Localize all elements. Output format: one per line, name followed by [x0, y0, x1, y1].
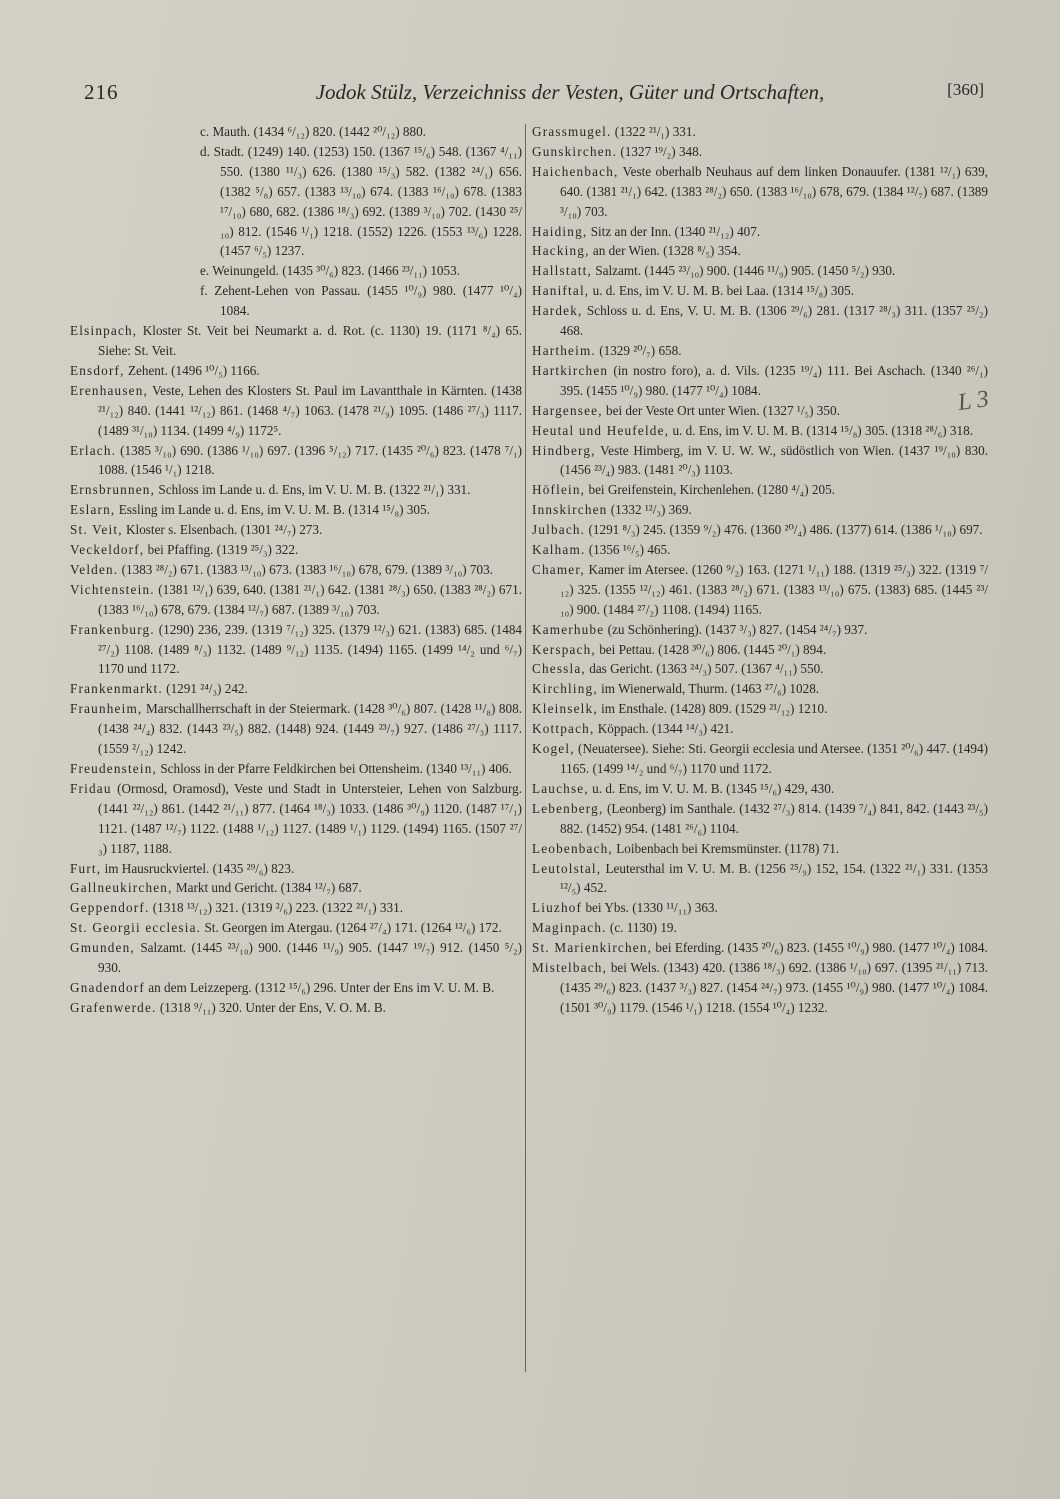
- page-header: [70, 78, 990, 114]
- entry-headword: Hardek,: [532, 303, 583, 319]
- entry-text: e. Weinungeld. (1435 ³⁰/₆) 823. (1466 ²³/₁₁) 1053.: [200, 263, 461, 279]
- entry-text: bei Eferding. (1435 ²⁰/₆) 823. (1455 ¹⁰/₉) 980. (1477 ¹⁰/₄) 1084.: [655, 940, 988, 956]
- entry-headword: St. Marienkirchen,: [532, 940, 653, 956]
- index-entry: [70, 500, 522, 520]
- index-entry: [532, 839, 988, 859]
- index-entry: [70, 759, 522, 779]
- entry-headword: Ernsbrunnen,: [70, 482, 156, 498]
- entry-headword: Julbach.: [532, 522, 586, 538]
- entry-text: (1381 ¹²/₁) 639, 640. (1381 ²¹/₁) 642. (1381 ²⁸/₃) 650. (1383 ²⁸/₂) 671. (1383 ¹⁶/₁₀) 678, 679. (1384 ¹²/₇) 687. (1389 ³/₁₀) 703.: [98, 581, 522, 617]
- entry-text: Veste oberhalb Neuhaus auf dem linken Donauufer. (1381 ¹²/₁) 639, 640. (1381 ²¹/₁) 642. (1383 ²⁸/₂) 650. (1383 ¹⁶/₁₀) 678, 679. (1384 ¹²/₇) 687. (1389 ³/₁₀) 703.: [560, 163, 988, 219]
- entry-text: im Ensthale. (1428) 809. (1529 ²¹/₁₂) 1210.: [601, 701, 828, 717]
- entry-text: Leutersthal im V. U. M. B. (1256 ²⁵/₉) 152, 154. (1322 ²¹/₁) 331. (1353 ¹²/₅) 452.: [560, 860, 989, 896]
- entry-text: (1291 ⁸/₃) 245. (1359 ⁹/₂) 476. (1360 ²⁰/₄) 486. (1377) 614. (1386 ¹/₁₀) 697.: [588, 522, 983, 538]
- index-entry: [532, 341, 988, 361]
- entry-headword: Fraunheim,: [70, 701, 143, 717]
- sheet-number: [360]: [947, 80, 984, 99]
- index-entry: [532, 560, 988, 620]
- entry-headword: Veckeldorf,: [70, 542, 145, 558]
- left-column: [70, 122, 522, 1018]
- index-entry: [532, 281, 988, 301]
- index-entry: [532, 222, 988, 242]
- entry-headword: Ensdorf,: [70, 362, 125, 378]
- entry-text: Kloster s. Elsenbach. (1301 ²⁴/₇) 273.: [126, 522, 323, 538]
- entry-headword: Hartkirchen: [532, 362, 609, 378]
- index-subentry: [70, 122, 522, 142]
- entry-text: (Neuatersee). Siehe: Sti. Georgii ecclesia und Atersee. (1351 ²⁰/₆) 447. (1494) 1165. (1499 ¹⁴/₂ und ⁶/₇) 1170 und 1172.: [560, 741, 988, 776]
- index-entry: [70, 699, 522, 759]
- entry-text: Veste, Lehen des Klosters St. Paul im Lavantthale in Kärnten. (1438 ²¹/₁₂) 840. (1441 ¹²/₁₂) 861. (1468 ⁴/₇) 1063. (1478 ²¹/₉) 1095. (1486 ²⁷/₃) 1117. (1489 ³¹/₁₀) 1134. (1499 ⁴/₉) 1172⁵.: [98, 382, 523, 438]
- entry-text: (zu Schönhering). (1437 ³/₃) 827. (1454 ²⁴/₇) 937.: [607, 621, 868, 637]
- entry-headword: Chessla,: [532, 661, 586, 677]
- entry-text: (1318 ¹³/₁₂) 321. (1319 ²/₆) 223. (1322 ²¹/₁) 331.: [152, 900, 404, 916]
- entry-text: Kamer im Atersee. (1260 ⁹/₂) 163. (1271 ¹/₁₁) 188. (1319 ²⁵/₃) 322. (1319 ⁷/₁₂) 325. (1355 ¹²/₁₂) 461. (1383 ²⁸/₂) 671. (1383 ¹³/₁₀) 675. (1383) 685. (1445 ²³/₁₀) 900. (1484 ²⁷/₂) 1108. (1494) 1165.: [560, 561, 988, 617]
- entry-headword: Hallstatt,: [532, 263, 592, 279]
- page-number: 216: [84, 80, 119, 104]
- entry-text: Salzamt. (1445 ²³/₁₀) 900. (1446 ¹¹/₉) 905. (1450 ⁵/₂) 930.: [595, 263, 896, 279]
- entry-text: (1291 ²⁴/₃) 242.: [166, 681, 248, 697]
- index-entry: [532, 918, 988, 938]
- index-entry: [70, 321, 522, 361]
- index-entry: [70, 540, 522, 560]
- index-entry: [532, 520, 988, 540]
- entry-headword: Mistelbach,: [532, 960, 608, 976]
- entry-headword: Kirchling,: [532, 681, 598, 697]
- entry-headword: Grafenwerde.: [70, 999, 157, 1015]
- entry-headword: Erlach.: [70, 442, 117, 458]
- entry-text: das Gericht. (1363 ²⁴/₃) 507. (1367 ⁴/₁₁) 550.: [589, 661, 824, 677]
- index-entry: [532, 679, 988, 699]
- index-entry: [70, 679, 522, 699]
- index-entry: [70, 441, 522, 481]
- entry-headword: Haichenbach,: [532, 163, 619, 179]
- entry-text: bei der Veste Ort unter Wien. (1327 ¹/₅) 350.: [606, 402, 840, 418]
- entry-headword: Kogel,: [532, 741, 575, 757]
- entry-headword: Maginpach.: [532, 920, 607, 936]
- entry-text: u. d. Ens, im V. U. M. B. (1345 ¹⁵/₆) 429, 430.: [592, 780, 835, 796]
- index-entry: [532, 301, 988, 341]
- index-entry: [532, 779, 988, 799]
- index-subentry: [70, 142, 522, 261]
- entry-headword: Liuzhof: [532, 900, 583, 916]
- entry-text: f. Zehent-Lehen von Passau. (1455 ¹⁰/₉) 980. (1477 ¹⁰/₄) 1084.: [200, 283, 522, 319]
- entry-headword: Freudenstein,: [70, 761, 158, 776]
- index-entry: [532, 540, 988, 560]
- entry-text: (1356 ¹⁶/₅) 465.: [588, 542, 671, 558]
- entry-headword: Furt,: [70, 860, 102, 876]
- entry-text: Loibenbach bei Kremsmünster. (1178) 71.: [616, 840, 840, 856]
- entry-text: Köppach. (1344 ¹⁴/₃) 421.: [597, 721, 734, 737]
- entry-text: St. Georgen im Atergau. (1264 ²⁷/₄) 171. (1264 ¹²/₆) 172.: [204, 920, 502, 936]
- index-entry: [70, 560, 522, 580]
- index-entry: [70, 520, 522, 540]
- entry-text: (1327 ¹⁹/₂) 348.: [620, 143, 703, 159]
- entry-headword: Velden.: [70, 561, 119, 577]
- entry-headword: Eslarn,: [70, 502, 116, 518]
- index-entry: [70, 381, 522, 441]
- entry-text: (1318 ⁹/₁₁) 320. Unter der Ens, V. O. M. B.: [159, 999, 386, 1015]
- index-entry: [532, 480, 988, 500]
- index-entry: [532, 122, 988, 142]
- entry-headword: Innskirchen: [532, 502, 608, 518]
- entry-headword: Vichtenstein.: [70, 581, 155, 597]
- entry-text: Essling im Lande u. d. Ens, im V. U. M. B. (1314 ¹⁵/₈) 305.: [118, 502, 430, 518]
- entry-headword: Erenhausen,: [70, 382, 149, 398]
- index-entry: [532, 261, 988, 281]
- index-entry: [532, 859, 988, 899]
- entry-headword: Kottpach,: [532, 721, 595, 737]
- entry-text: Kloster St. Veit bei Neumarkt a. d. Rot. (c. 1130) 19. (1171 ⁸/₄) 65. Siehe: St. Veit.: [98, 323, 523, 358]
- entry-text: Schloss in der Pfarre Feldkirchen bei Ottensheim. (1340 ¹³/₁₁) 406.: [160, 761, 512, 776]
- entry-headword: Haniftal,: [532, 283, 590, 299]
- index-entry: [70, 620, 522, 680]
- entry-text: (in nostro foro), a. d. Vils. (1235 ¹⁹/₄) 111. Bei Aschach. (1340 ²⁶/₁) 395. (1455 ¹⁰/₉) 980. (1477 ¹⁰/₄) 1084.: [560, 362, 988, 398]
- entry-headword: Elsinpach,: [70, 323, 138, 339]
- index-entry: [532, 162, 988, 222]
- entry-text: bei Pettau. (1428 ³⁰/₆) 806. (1445 ²⁰/₁) 894.: [599, 641, 827, 657]
- entry-headword: Kleinselk,: [532, 701, 598, 717]
- entry-text: im Hausruckviertel. (1435 ²⁹/₆) 823.: [104, 860, 295, 876]
- entry-text: u. d. Ens, im V. U. M. B. (1314 ¹⁵/₈) 305. (1318 ²⁸/₆) 318.: [672, 422, 974, 438]
- entry-headword: Geppendorf.: [70, 900, 150, 916]
- index-entry: [70, 480, 522, 500]
- entry-headword: Fridau: [70, 780, 112, 796]
- entry-text: Sitz an der Inn. (1340 ²¹/₁₂) 407.: [590, 223, 761, 239]
- index-entry: [70, 918, 522, 938]
- index-entry: [532, 719, 988, 739]
- index-entry: [532, 441, 988, 481]
- index-entry: [70, 361, 522, 381]
- entry-text: bei Wels. (1343) 420. (1386 ¹⁸/₃) 692. (1386 ¹/₁₀) 697. (1395 ²¹/₁₁) 713. (1435 ²⁹/₆) 823. (1437 ³/₃) 827. (1454 ²⁴/₇) 973. (1455 ¹⁰/₉) 980. (1477 ¹⁰/₄) 1084. (1501 ³⁰/₉) 1179. (1546 ¹/₁) 1218. (1554 ¹⁰/₄) 1232.: [560, 960, 989, 1015]
- index-entry: [532, 799, 988, 839]
- entry-text: an dem Leizzeperg. (1312 ¹⁵/₆) 296. Unter der Ens im V. U. M. B.: [148, 979, 495, 995]
- entry-headword: Gmunden,: [70, 940, 135, 956]
- entry-text: (c. 1130) 19.: [609, 920, 677, 936]
- index-entry: [532, 421, 988, 441]
- index-entry: [70, 859, 522, 879]
- entry-text: d. Stadt. (1249) 140. (1253) 150. (1367 ¹⁵/₆) 548. (1367 ⁴/₁₁) 550. (1380 ¹¹/₃) 626. (1380 ¹⁵/₃) 582. (1382 ²⁴/₁) 656. (1382 ⁵/₈) 657. (1383 ¹³/₁₀) 674. (1383 ¹⁶/₁₀) 678. (1383 ¹⁷/₁₀) 680, 682. (1386 ¹⁸/₃) 692. (1389 ³/₁₀) 702. (1430 ²⁵/₁₀) 812. (1546 ¹/₁) 1218. (1552) 1226. (1553 ¹³/₆) 1228. (1457 ⁶/₅) 1237.: [200, 143, 522, 259]
- column-divider: [525, 124, 526, 1372]
- entry-text: bei Ybs. (1330 ¹¹/₁₁) 363.: [585, 900, 718, 916]
- entry-text: Schloss u. d. Ens, V. U. M. B. (1306 ²⁹/₆) 281. (1317 ²⁸/₃) 311. (1357 ²⁵/₂) 468.: [560, 303, 989, 339]
- entry-text: (Leonberg) im Santhale. (1432 ²⁷/₃) 814. (1439 ⁷/₄) 841, 842. (1443 ²³/₅) 882. (1452) 954. (1481 ²⁶/₆) 1104.: [560, 800, 988, 836]
- index-entry: [532, 361, 988, 401]
- index-entry: [70, 580, 522, 620]
- index-entry: [532, 241, 988, 261]
- entry-text: Salzamt. (1445 ²³/₁₀) 900. (1446 ¹¹/₉) 905. (1447 ¹⁹/₇) 912. (1450 ⁵/₂) 930.: [98, 940, 522, 976]
- index-entry: [70, 938, 522, 978]
- entry-text: u. d. Ens, im V. U. M. B. bei Laa. (1314 ¹⁵/₈) 305.: [592, 283, 854, 299]
- entry-headword: Frankenburg.: [70, 621, 155, 637]
- index-subentry: [70, 281, 522, 321]
- entry-headword: Leutolstal,: [532, 860, 602, 876]
- entry-headword: Lauchse,: [532, 780, 589, 796]
- index-entry: [532, 620, 988, 640]
- index-entry: [70, 878, 522, 898]
- index-entry: [70, 779, 522, 859]
- entry-headword: Haiding,: [532, 223, 588, 239]
- index-entry: [532, 739, 988, 779]
- entry-text: Zehent. (1496 ¹⁰/₅) 1166.: [127, 362, 260, 378]
- entry-text: bei Greifenstein, Kirchenlehen. (1280 ⁴/₄) 205.: [588, 482, 835, 498]
- running-title: Jodok Stülz, Verzeichniss der Vesten, Güter und Ortschaften,: [315, 80, 825, 104]
- index-entry: [70, 998, 522, 1018]
- entry-text: (1322 ²¹/₁) 331.: [614, 124, 696, 139]
- entry-text: Schloss im Lande u. d. Ens, im V. U. M. B. (1322 ²¹/₁) 331.: [158, 482, 471, 498]
- entry-headword: Höflein,: [532, 482, 586, 498]
- entry-text: (1290) 236, 239. (1319 ⁷/₁₂) 325. (1379 ¹²/₃) 621. (1383) 685. (1484 ²⁷/₂) 1108. (1489 ⁸/₃) 1132. (1489 ⁹/₁₂) 1135. (1494) 1165. (1499 ¹⁴/₂ und ⁶/₇) 1170 und 1172.: [98, 621, 523, 677]
- entry-text: Marschallherrschaft in der Steiermark. (1428 ³⁰/₆) 807. (1428 ¹¹/₈) 808. (1438 ²⁴/₄) 832. (1443 ²³/₅) 882. (1448) 924. (1449 ²³/₇) 927. (1486 ²⁷/₃) 1117. (1559 ²/₁₂) 1242.: [98, 701, 523, 757]
- entry-headword: Hindberg,: [532, 442, 596, 458]
- entry-text: an der Wien. (1328 ⁸/₅) 354.: [592, 243, 741, 259]
- entry-text: (1332 ¹²/₃) 369.: [610, 502, 692, 518]
- entry-headword: Hargensee,: [532, 402, 603, 418]
- entry-headword: Gunskirchen.: [532, 143, 618, 159]
- right-column: [532, 122, 991, 1018]
- index-entry: [532, 401, 988, 421]
- index-entry: [70, 978, 522, 998]
- index-entry: [532, 958, 988, 1018]
- index-entry: [532, 640, 988, 660]
- entry-headword: Leobenbach,: [532, 840, 613, 856]
- handwritten-margin-note: L 3: [956, 385, 991, 417]
- entry-headword: Hartheim.: [532, 342, 596, 358]
- index-entry: [532, 699, 988, 719]
- entry-headword: Kerspach,: [532, 641, 596, 657]
- entry-headword: St. Georgii ecclesia.: [70, 920, 202, 936]
- entry-headword: St. Veit,: [70, 522, 123, 538]
- entry-headword: Gallneukirchen,: [70, 880, 173, 896]
- entry-headword: Grassmugel.: [532, 124, 612, 139]
- entry-headword: Chamer,: [532, 561, 585, 577]
- entry-text: Markt und Gericht. (1384 ¹²/₇) 687.: [175, 880, 362, 896]
- index-entry: [532, 938, 988, 958]
- entry-headword: Gnadendorf: [70, 979, 145, 995]
- entry-text: Veste Himberg, im V. U. W. W., südöstlich von Wien. (1437 ¹⁹/₁₀) 830. (1456 ²³/₄) 983. (1481 ²⁰/₃) 1103.: [560, 442, 988, 478]
- entry-headword: Hacking,: [532, 243, 590, 259]
- index-entry: [70, 898, 522, 918]
- entry-text: c. Mauth. (1434 ⁶/₁₂) 820. (1442 ²⁰/₁₂) 880.: [200, 124, 426, 139]
- entry-text: (Ormosd, Oramosd), Veste und Stadt in Untersteier, Lehen von Salzburg. (1441 ²²/₁₂) 861. (1442 ²¹/₁₁) 877. (1464 ¹⁸/₃) 1033. (1486 ³⁰/₉) 1120. (1487 ¹⁷/₁) 1121. (1487 ¹²/₇) 1122. (1488 ¹/₁₂) 1127. (1489 ¹/₁) 1129. (1494) 1165. (1507 ²⁷/₃) 1187, 1188.: [98, 780, 522, 856]
- entry-text: (1385 ³/₁₀) 690. (1386 ¹/₁₀) 697. (1396 ⁵/₁₂) 717. (1435 ²⁰/₆) 823. (1478 ⁷/₁) 1088. (1546 ¹/₁) 1218.: [98, 442, 523, 478]
- entry-text: (1383 ²⁸/₂) 671. (1383 ¹³/₁₀) 673. (1383 ¹⁶/₁₀) 678, 679. (1389 ³/₁₀) 703.: [121, 561, 494, 577]
- index-subentry: [70, 261, 522, 281]
- index-entry: [532, 500, 988, 520]
- entry-text: im Wienerwald, Thurm. (1463 ²⁷/₆) 1028.: [601, 681, 820, 697]
- entry-text: bei Pfaffing. (1319 ²⁵/₃) 322.: [147, 542, 299, 558]
- index-entry: [532, 659, 988, 679]
- entry-headword: Frankenmarkt.: [70, 681, 163, 697]
- index-entry: [532, 898, 988, 918]
- entry-headword: Heutal und Heufelde,: [532, 422, 670, 438]
- index-entry: [532, 142, 988, 162]
- entry-headword: Kalham.: [532, 542, 586, 558]
- entry-headword: Lebenberg,: [532, 800, 604, 816]
- entry-text: (1329 ²⁰/₇) 658.: [599, 342, 682, 358]
- entry-headword: Kamerhube: [532, 621, 605, 637]
